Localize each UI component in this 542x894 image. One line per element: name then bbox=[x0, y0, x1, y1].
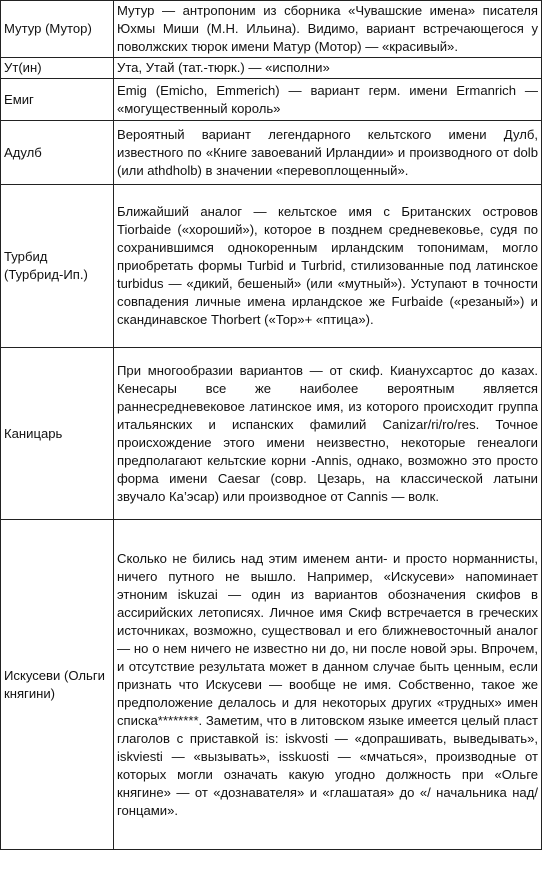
table-row bbox=[1, 58, 542, 79]
name-cell: Емиг bbox=[1, 79, 114, 121]
name-cell: Ут(ин) bbox=[1, 58, 114, 79]
table-row bbox=[1, 121, 542, 185]
description-cell: Emig (Emicho, Emmerich) — вариант герм. имени Ermanrich — «могущественный король» bbox=[114, 79, 542, 121]
name-cell: Адулб bbox=[1, 121, 114, 185]
description-cell: Ближайший аналог — кельтское имя с Британских островов Tiorbaide («хороший»), которое в позднем средневековье, судя по сохранившимся однокоренным ирландским топонимам, могло приобретать формы Turbid и Turbrid, стилизованные под латинское turbidus — «дикий, бешеный» (или «мутный»). Уступают в точности совпадения личные имена ирландское же Furbaide («резаный») и скандинавское Thorbert («Тор»+ «птица»). bbox=[114, 185, 542, 348]
table-row bbox=[1, 520, 542, 850]
table-row bbox=[1, 79, 542, 121]
table-row bbox=[1, 1, 542, 58]
description-cell: Вероятный вариант легендарного кельтского имени Дулб, известного по «Книге завоеваний Ирландии» и производного от dolb (или athdholb) в значении «перевоплощенный». bbox=[114, 121, 542, 185]
name-cell: Каницарь bbox=[1, 348, 114, 520]
table-row bbox=[1, 348, 542, 520]
description-cell: Ута, Утай (тат.-тюрк.) — «исполни» bbox=[114, 58, 542, 79]
name-cell: Искусеви (Ольги княгини) bbox=[1, 520, 114, 850]
description-cell: Мутур — антропоним из сборника «Чувашские имена» писателя Юхмы Миши (М.Н. Ильина). Видимо, вариант встречающегося у поволжских тюрок имени Матур (Мотор) — «красивый». bbox=[114, 1, 542, 58]
name-cell: Турбид (Турбрид-Ип.) bbox=[1, 185, 114, 348]
name-cell: Мутур (Мутор) bbox=[1, 1, 114, 58]
description-cell: Сколько не бились над этим именем анти- и просто норманнисты, ничего путного не вышло. Например, «Искусеви» напоминает этноним iskuzai — один из вариантов обозначения скифов в ассирийских летописях. Личное имя Скиф встречается в греческих источниках, возможно, существовал и его ближневосточный аналог — но о нем ничего не известно ни до, ни после новой эры. Впрочем, и отсутствие результата может в данном случае быть ценным, если признать что Искусеви — вообще не имя. Собственно, такое же предположение делалось и для некоторых других «трудных» имен списка********. Заметим, что в литовском языке имеется целый пласт глаголов с приставкой is: iskvosti — «допрашивать, выведывать», iskviesti — «вызывать», isskuosti — «мчаться», производные от которых могли означать какую угодно должность при «Ольге княгине» — от «дознавателя» и «глашатая» до «/ начальника над/ гонцами». bbox=[114, 520, 542, 850]
table-row bbox=[1, 185, 542, 348]
description-cell: При многообразии вариантов — от скиф. Кианухсартос до казах. Кенесары все же наиболее вероятным является раннесредневековое латинское имя, из которого происходит группа итальянских и испанских фамилий Canizar/ri/ro/res. Точное происхождение этого имени неизвестно, некоторые генеалоги предполагают кельтские корни -Annis, однако, возможно это просто форма имени Caesar (совр. Цезарь, на классической латыни звучало Ка’эсар) или производное от Cannis — волк. bbox=[114, 348, 542, 520]
